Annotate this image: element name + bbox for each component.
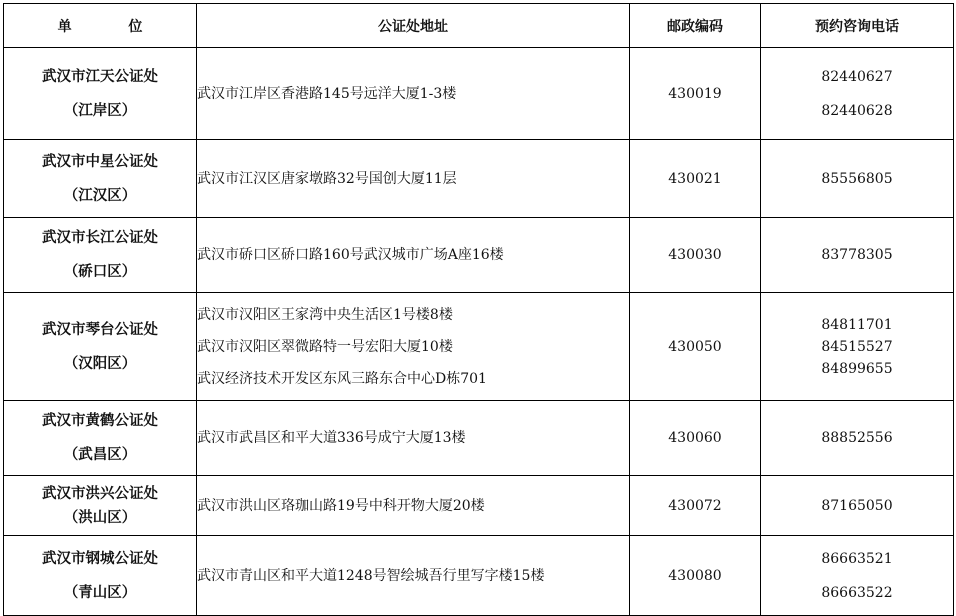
address-cell bbox=[197, 293, 630, 401]
address-line: 武汉市洪山区珞珈山路19号中科开物大厦20楼 bbox=[197, 497, 485, 514]
zip-cell: 430050 bbox=[630, 293, 761, 401]
unit-district: （青山区） bbox=[63, 583, 137, 601]
phone-cell bbox=[761, 476, 954, 536]
unit-name: 武汉市黄鹤公证处 bbox=[42, 412, 158, 429]
unit-district: （江汉区） bbox=[63, 186, 137, 204]
unit-name: 武汉市长江公证处 bbox=[42, 229, 158, 246]
phone-number: 88852556 bbox=[821, 430, 893, 446]
zip-cell: 430021 bbox=[630, 140, 761, 218]
unit-district: （汉阳区） bbox=[63, 354, 137, 372]
address-cell bbox=[197, 48, 630, 140]
unit-cell bbox=[4, 218, 197, 293]
table-row bbox=[4, 293, 954, 401]
address-cell bbox=[197, 401, 630, 476]
table-row bbox=[4, 48, 954, 140]
phone-number: 83778305 bbox=[821, 247, 893, 263]
zip-cell: 430060 bbox=[630, 401, 761, 476]
phone-cell bbox=[761, 218, 954, 293]
phone-number: 84515527 bbox=[821, 338, 893, 355]
phone-cell bbox=[761, 401, 954, 476]
header-address: 公证处地址 bbox=[197, 4, 630, 48]
unit-cell bbox=[4, 401, 197, 476]
phone-number: 84899655 bbox=[821, 360, 893, 377]
table-row bbox=[4, 476, 954, 536]
unit-cell bbox=[4, 293, 197, 401]
phone-number: 86663522 bbox=[821, 584, 893, 601]
phone-number: 84811701 bbox=[821, 316, 893, 333]
phone-number: 87165050 bbox=[821, 497, 893, 514]
address-cell bbox=[197, 536, 630, 616]
zip-cell: 430080 bbox=[630, 536, 761, 616]
unit-cell bbox=[4, 476, 197, 536]
unit-cell bbox=[4, 48, 197, 140]
header-phone: 预约咨询电话 bbox=[761, 4, 954, 48]
unit-district: （江岸区） bbox=[63, 101, 137, 119]
table-row bbox=[4, 536, 954, 616]
header-row bbox=[4, 4, 954, 48]
address-line: 武汉市硚口区硚口路160号武汉城市广场A座16楼 bbox=[197, 247, 504, 263]
unit-district: （武昌区） bbox=[63, 446, 137, 463]
unit-cell bbox=[4, 140, 197, 218]
address-cell bbox=[197, 140, 630, 218]
header-unit: 单 位 bbox=[4, 4, 197, 48]
address-line: 武汉市汉阳区王家湾中央生活区1号楼8楼 bbox=[197, 306, 453, 323]
unit-district: （硚口区） bbox=[63, 263, 137, 280]
unit-name: 武汉市洪兴公证处 bbox=[42, 484, 158, 502]
unit-name: 武汉市中星公证处 bbox=[42, 152, 158, 170]
address-line: 武汉经济技术开发区东风三路东合中心D栋701 bbox=[197, 370, 487, 387]
zip-cell: 430030 bbox=[630, 218, 761, 293]
zip-cell: 430072 bbox=[630, 476, 761, 536]
notary-office-table bbox=[3, 3, 954, 616]
address-line: 武汉市武昌区和平大道336号成宁大厦13楼 bbox=[197, 430, 466, 446]
phone-number: 86663521 bbox=[821, 550, 893, 567]
phone-cell bbox=[761, 140, 954, 218]
unit-district: （洪山区） bbox=[63, 508, 137, 526]
phone-cell bbox=[761, 536, 954, 616]
address-line: 武汉市青山区和平大道1248号智绘城吾行里写字楼15楼 bbox=[197, 567, 545, 584]
phone-cell bbox=[761, 293, 954, 401]
phone-number: 82440627 bbox=[821, 68, 893, 85]
unit-cell bbox=[4, 536, 197, 616]
address-cell bbox=[197, 218, 630, 293]
header-zip: 邮政编码 bbox=[630, 4, 761, 48]
phone-number: 82440628 bbox=[821, 102, 893, 119]
table-row bbox=[4, 140, 954, 218]
address-cell bbox=[197, 476, 630, 536]
table-row bbox=[4, 401, 954, 476]
address-line: 武汉市江汉区唐家墩路32号国创大厦11层 bbox=[197, 170, 457, 187]
unit-name: 武汉市钢城公证处 bbox=[42, 549, 158, 567]
address-line: 武汉市江岸区香港路145号远洋大厦1-3楼 bbox=[197, 85, 457, 102]
unit-name: 武汉市江天公证处 bbox=[42, 67, 158, 85]
phone-cell bbox=[761, 48, 954, 140]
address-line: 武汉市汉阳区翠微路特一号宏阳大厦10楼 bbox=[197, 338, 453, 355]
zip-cell: 430019 bbox=[630, 48, 761, 140]
phone-number: 85556805 bbox=[821, 170, 893, 187]
table-row bbox=[4, 218, 954, 293]
unit-name: 武汉市琴台公证处 bbox=[42, 320, 158, 338]
